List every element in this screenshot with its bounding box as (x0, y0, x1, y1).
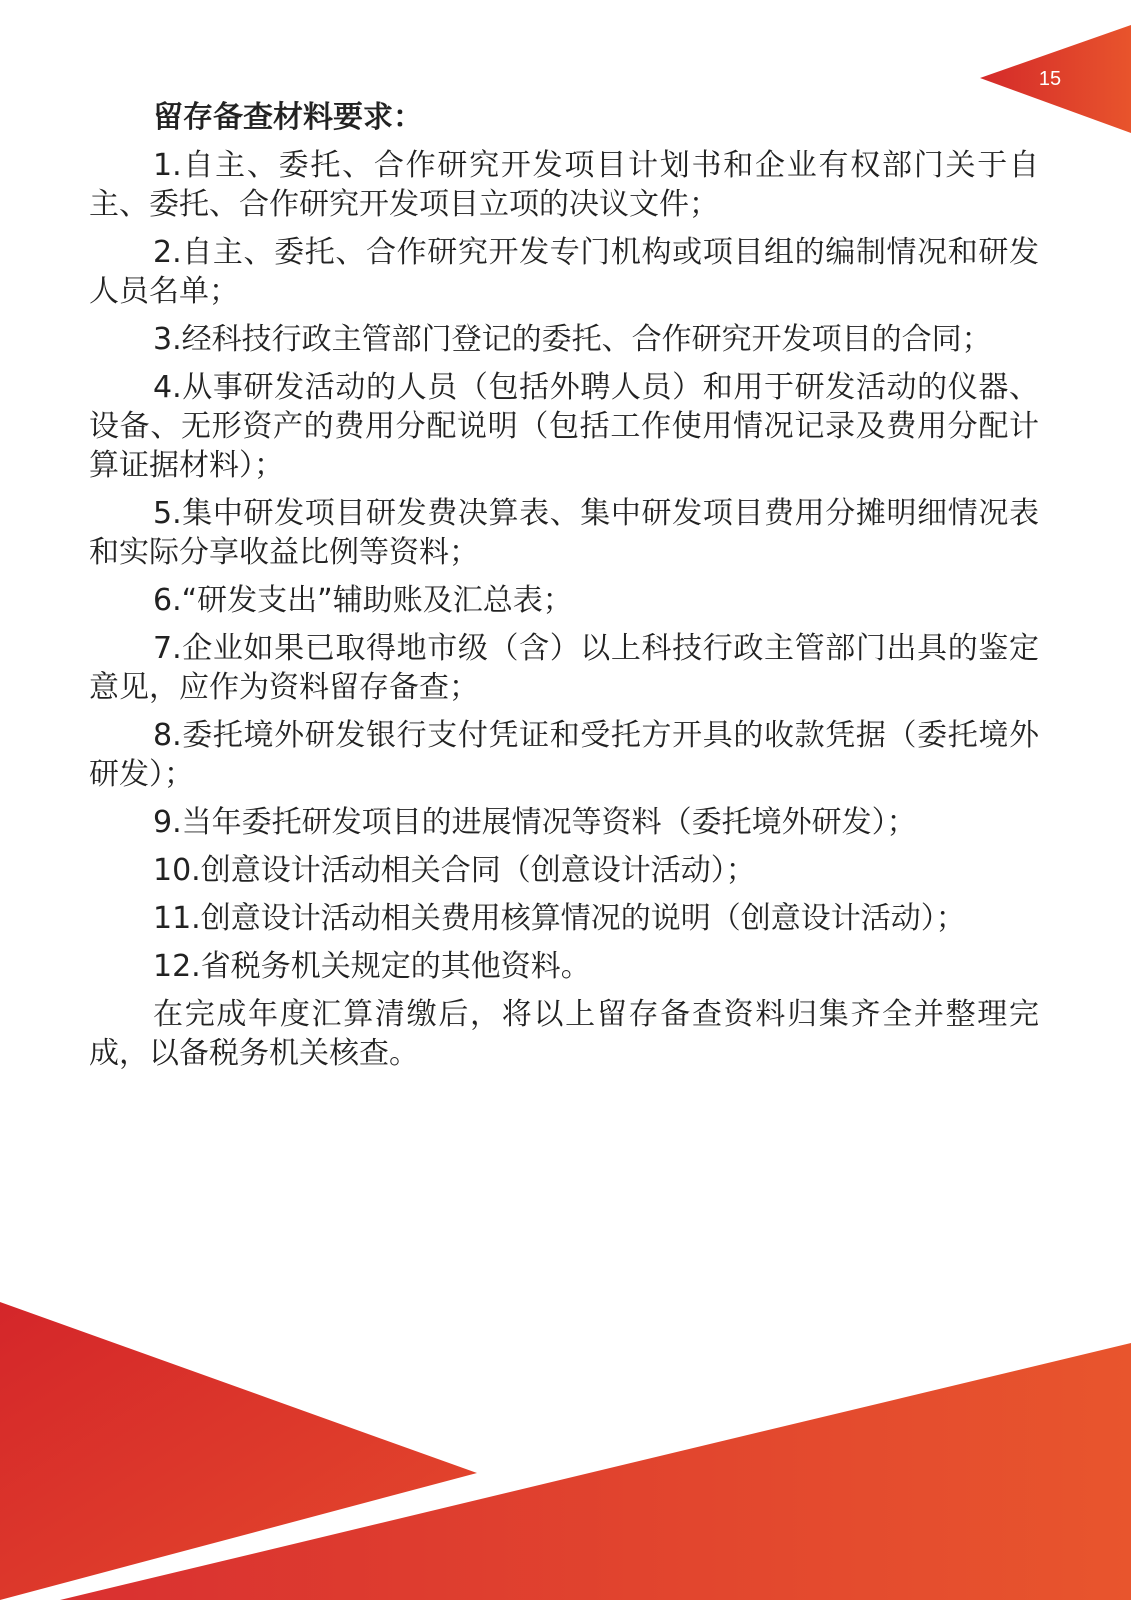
page-number: 15 (1038, 68, 1062, 90)
list-item: 4.从事研发活动的人员（包括外聘人员）和用于研发活动的仪器、设备、无形资产的费用分配说明（包括工作使用情况记录及费用分配计算证据材料）； (89, 370, 1039, 483)
section-heading: 留存备查材料要求： (153, 100, 423, 135)
list-item: 11.创意设计活动相关费用核算情况的说明（创意设计活动）； (153, 901, 966, 936)
list-item: 8.委托境外研发银行支付凭证和受托方开具的收款凭据（委托境外研发）； (89, 718, 1039, 792)
closing-paragraph: 在完成年度汇算清缴后，将以上留存备查资料归集齐全并整理完成，以备税务机关核查。 (89, 997, 1039, 1071)
list-item: 10.创意设计活动相关合同（创意设计活动）； (153, 853, 756, 888)
list-item: 12.省税务机关规定的其他资料。 (153, 949, 591, 984)
list-item: 9.当年委托研发项目的进展情况等资料（委托境外研发）； (153, 805, 917, 840)
list-item: 5.集中研发项目研发费决算表、集中研发项目费用分摊明细情况表和实际分享收益比例等资料； (89, 496, 1039, 570)
list-item: 6.“研发支出”辅助账及汇总表； (153, 583, 573, 618)
list-item: 1.自主、委托、合作研究开发项目计划书和企业有权部门关于自主、委托、合作研究开发项目立项的决议文件； (89, 148, 1039, 222)
list-item: 7.企业如果已取得地市级（含）以上科技行政主管部门出具的鉴定意见，应作为资料留存备查； (89, 631, 1039, 705)
list-item: 3.经科技行政主管部门登记的委托、合作研究开发项目的合同； (153, 322, 992, 357)
list-item: 2.自主、委托、合作研究开发专门机构或项目组的编制情况和研发人员名单； (89, 235, 1039, 309)
